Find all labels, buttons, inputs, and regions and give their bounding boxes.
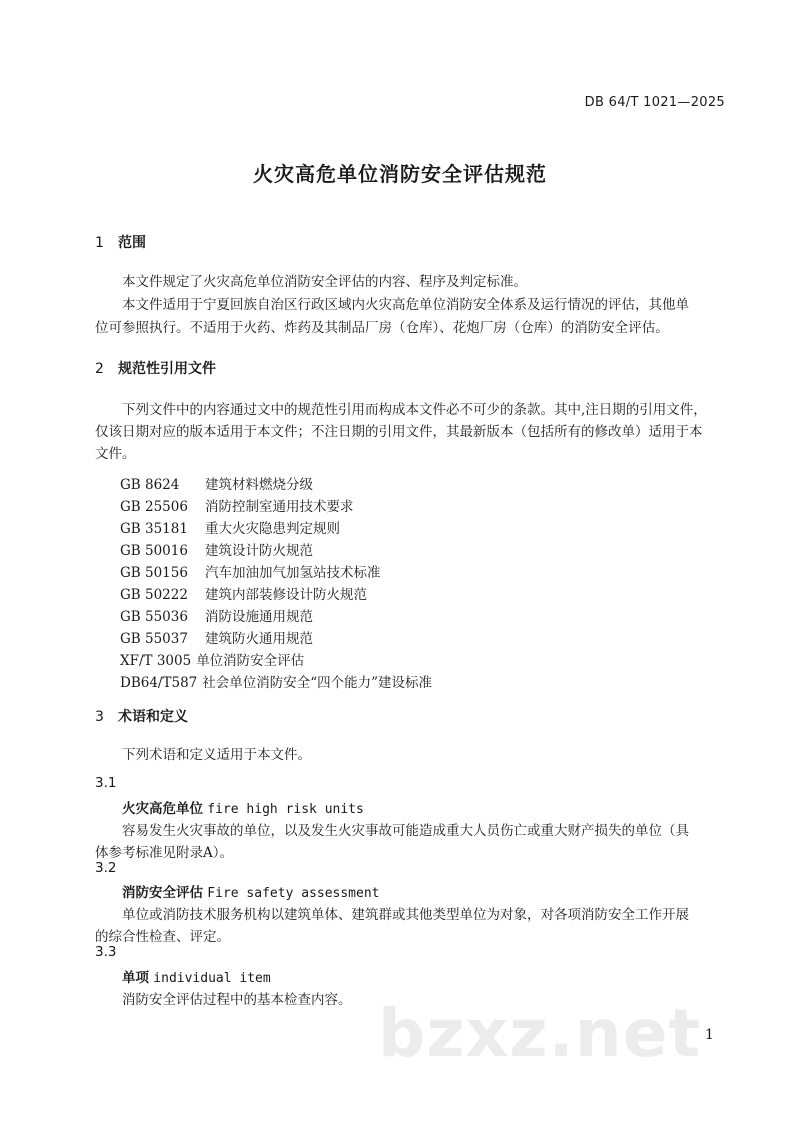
term-definition: 单位或消防技术服务机构以建筑单体、建筑群或其他类型单位为对象，对各项消防安全工作开展 <box>122 907 689 923</box>
reference-code: GB 55036 <box>120 609 188 625</box>
reference-code: GB 50156 <box>120 565 188 581</box>
reference-item <box>120 605 313 625</box>
reference-title: 建筑防火通用规范 <box>205 631 313 647</box>
reference-title: 消防控制室通用技术要求 <box>205 499 354 515</box>
paragraph: 本文件适用于宁夏回族自治区行政区域内火灾高危单位消防安全体系及运行情况的评估，其他单 <box>122 297 689 313</box>
reference-code: GB 25506 <box>120 499 188 515</box>
paragraph-continuation: 文件。 <box>95 446 136 462</box>
section-number: 2 <box>95 361 104 377</box>
section-title: 术语和定义 <box>118 709 188 725</box>
section-title: 规范性引用文件 <box>118 361 216 377</box>
reference-code: GB 50222 <box>120 587 188 603</box>
reference-item <box>120 583 367 603</box>
term-number: 3.1 <box>95 775 117 791</box>
reference-item <box>120 473 313 493</box>
term-number: 3.2 <box>95 860 117 876</box>
reference-item <box>120 649 304 669</box>
section-title: 范围 <box>118 235 146 251</box>
term-number: 3.3 <box>95 944 117 960</box>
reference-item <box>120 671 432 691</box>
reference-code: GB 8624 <box>120 477 180 493</box>
term-entry <box>122 881 379 901</box>
reference-code: GB 50016 <box>120 543 188 559</box>
term-chinese: 单项 <box>122 970 149 986</box>
reference-title: 单位消防安全评估 <box>196 653 305 669</box>
section-3-heading <box>95 706 188 726</box>
reference-item <box>120 627 313 647</box>
section-number: 1 <box>95 235 104 251</box>
paragraph: 下列文件中的内容通过文中的规范性引用而构成本文件必不可少的条款。其中,注日期的引用文件， <box>122 402 707 418</box>
reference-item <box>120 561 381 581</box>
section-number: 3 <box>95 709 104 725</box>
reference-title: 社会单位消防安全“四个能力”建设标准 <box>202 675 433 691</box>
reference-item <box>120 517 340 537</box>
reference-title: 重大火灾隐患判定规则 <box>205 521 340 537</box>
paragraph: 下列术语和定义适用于本文件。 <box>122 747 311 763</box>
reference-code: DB64/T587 <box>120 675 198 691</box>
term-english: fire high risk units <box>207 802 364 817</box>
section-2-heading <box>95 358 216 378</box>
reference-title: 汽车加油加气加氢站技术标准 <box>205 565 381 581</box>
reference-title: 建筑内部装修设计防火规范 <box>205 587 367 603</box>
reference-title: 建筑设计防火规范 <box>205 543 313 559</box>
term-chinese: 火灾高危单位 <box>122 801 203 817</box>
term-english: Fire safety assessment <box>207 886 380 901</box>
term-chinese: 消防安全评估 <box>122 885 203 901</box>
reference-item <box>120 539 313 559</box>
watermark: bzxz.net <box>378 995 702 1072</box>
term-entry <box>122 966 271 986</box>
paragraph-continuation: 位可参照执行。不适用于火药、炸药及其制品厂房（仓库）、花炮厂房（仓库）的消防安全评估。 <box>95 320 669 336</box>
paragraph: 本文件规定了火灾高危单位消防安全评估的内容、程序及判定标准。 <box>122 274 527 290</box>
reference-title: 建筑材料燃烧分级 <box>205 477 313 493</box>
term-entry <box>122 797 364 817</box>
section-1-heading <box>95 232 146 252</box>
reference-title: 消防设施通用规范 <box>205 609 313 625</box>
term-definition-continuation: 体参考标准见附录A）。 <box>95 845 233 861</box>
reference-item <box>120 495 354 515</box>
document-title: 火灾高危单位消防安全评估规范 <box>253 162 547 186</box>
term-definition-continuation: 的综合性检查、评定。 <box>95 929 230 945</box>
paragraph-continuation: 仅该日期对应的版本适用于本文件；不注日期的引用文件，其最新版本（包括所有的修改单）适用于本 <box>95 424 703 440</box>
term-definition: 容易发生火灾事故的单位，以及发生火灾事故可能造成重大人员伤亡或重大财产损失的单位（具 <box>122 823 689 839</box>
term-definition: 消防安全评估过程中的基本检查内容。 <box>122 992 352 1008</box>
standard-number: DB 64/T 1021—2025 <box>584 95 725 110</box>
page-number: 1 <box>705 1027 714 1043</box>
term-english: individual item <box>153 971 271 986</box>
reference-code: GB 55037 <box>120 631 188 647</box>
reference-code: GB 35181 <box>120 521 188 537</box>
reference-code: XF/T 3005 <box>120 653 192 669</box>
